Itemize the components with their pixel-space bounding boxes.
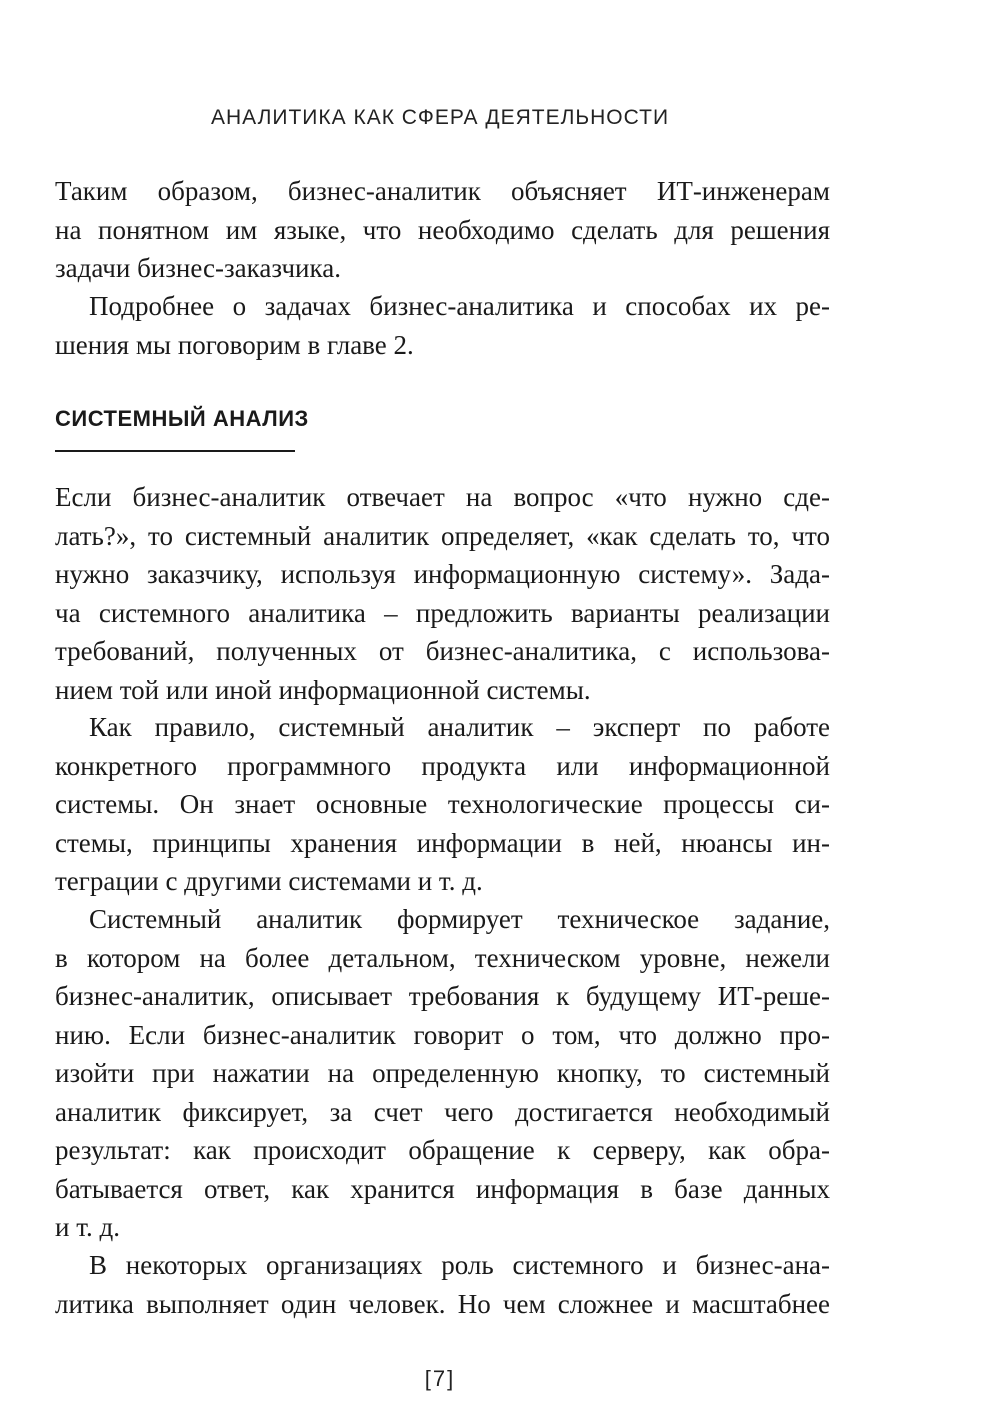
text-line: конкретного программного продукта или информационной	[55, 750, 830, 781]
text-line: Системный аналитик формирует техническое задание,	[89, 904, 830, 934]
text-line: системы. Он знает основные технологические процессы си-	[55, 789, 830, 819]
section-heading: СИСТЕМНЫЙ АНАЛИЗ	[55, 406, 309, 431]
text-line: Таким образом, бизнес-аналитик объясняет ИТ-инженерам	[55, 176, 830, 206]
text-line: в котором на более детальном, техническом уровне, нежели	[55, 942, 830, 973]
running-head: АНАЛИТИКА КАК СФЕРА ДЕЯТЕЛЬНОСТИ	[210, 106, 670, 129]
text-line: изойти при нажатии на определенную кнопку, то системный	[55, 1058, 830, 1088]
page-number: [7]	[424, 1366, 456, 1391]
body-paragraph	[55, 1246, 830, 1323]
text-line: нием той или иной информационной системы.	[55, 674, 591, 705]
text-line: требований, полученных от бизнес-аналитика, с использова-	[55, 636, 830, 666]
body-paragraph	[55, 708, 830, 901]
text-line: нужно заказчику, используя информационную систему». Зада-	[55, 559, 830, 589]
text-line: Если бизнес-аналитик отвечает на вопрос «что нужно сде-	[55, 482, 830, 512]
heading-underline	[55, 450, 295, 452]
text-line: задачи бизнес-заказчика.	[55, 253, 341, 283]
text-line: батывается ответ, как хранится информация в базе данных	[55, 1173, 830, 1204]
text-line: литика выполняет один человек. Но чем сложнее и масштабнее	[55, 1288, 830, 1319]
body-paragraph	[55, 900, 830, 1247]
body-paragraph	[55, 478, 830, 709]
text-line: В некоторых организациях роль системного и бизнес-ана-	[89, 1250, 830, 1280]
text-line: нию. Если бизнес-аналитик говорит о том, что должно про-	[55, 1019, 830, 1050]
text-line: и т. д.	[55, 1212, 120, 1242]
text-line: лать?», то системный аналитик определяет, «как сделать то, что	[55, 520, 830, 551]
text-line: теграции с другими системами и т. д.	[55, 866, 483, 896]
text-line: ча системного аналитика – предложить варианты реализации	[55, 597, 830, 628]
text-line: стемы, принципы хранения информации в ней, нюансы ин-	[55, 827, 830, 858]
text-line: шения мы поговорим в главе 2.	[55, 329, 414, 360]
text-line: на понятном им языке, что необходимо сделать для решения	[55, 214, 830, 245]
text-line: Как правило, системный аналитик – эксперт по работе	[89, 712, 830, 742]
text-line: аналитик фиксирует, за счет чего достигается необходимый	[55, 1096, 830, 1127]
body-paragraph	[55, 172, 830, 288]
text-line: бизнес-аналитик, описывает требования к будущему ИТ-реше-	[55, 981, 830, 1011]
text-line: Подробнее о задачах бизнес-аналитика и способах их ре-	[89, 291, 830, 321]
body-paragraph	[55, 287, 830, 364]
text-line: результат: как происходит обращение к серверу, как обра-	[55, 1135, 830, 1165]
